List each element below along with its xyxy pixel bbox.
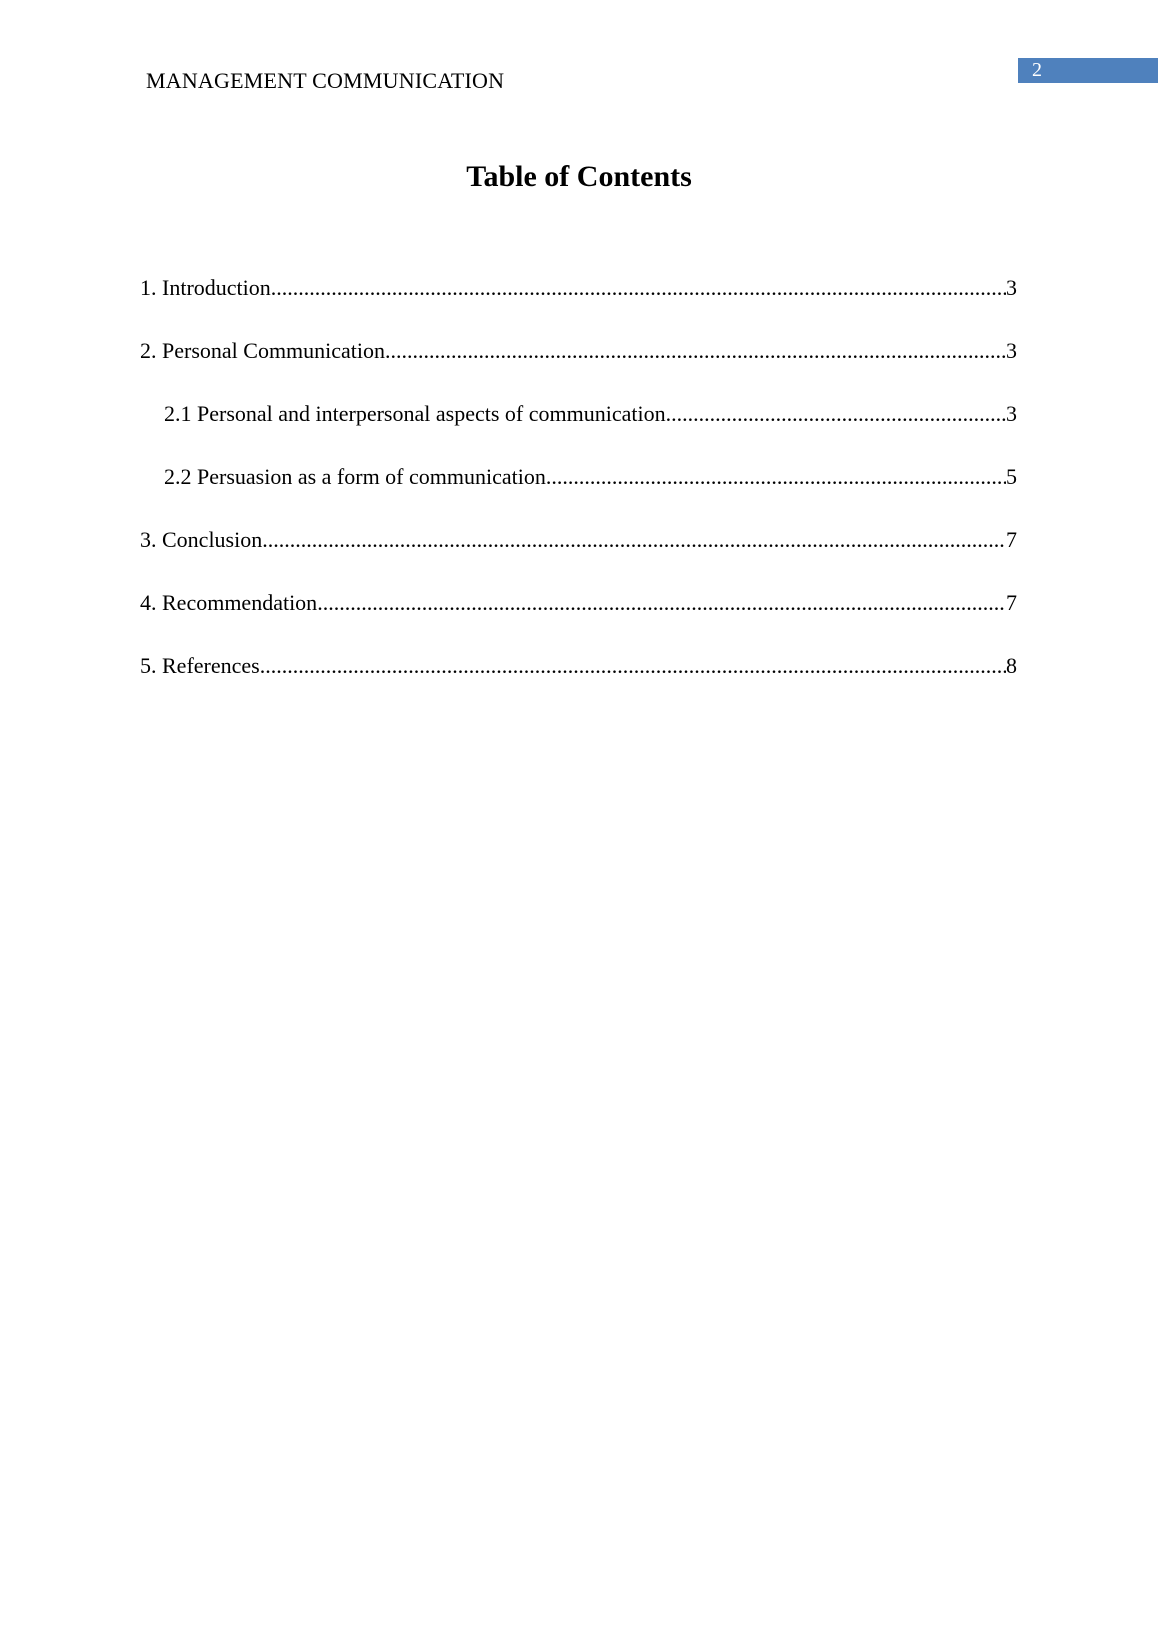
toc-entry-label: 2.1 Personal and interpersonal aspects of communication <box>164 401 666 426</box>
toc-entry-page: 3 <box>1006 275 1017 300</box>
page-number-badge: 2 <box>1018 58 1158 83</box>
toc-dot-leader <box>317 588 1006 618</box>
toc-entry-page: 3 <box>1006 401 1017 426</box>
toc-dot-leader <box>271 273 1006 303</box>
toc-entry-references[interactable] <box>140 651 1017 714</box>
toc-dot-leader <box>546 462 1006 492</box>
table-of-contents <box>140 273 1017 714</box>
toc-heading: Table of Contents <box>466 160 692 193</box>
toc-dot-leader <box>262 525 1006 555</box>
toc-entry-page: 3 <box>1006 338 1017 363</box>
toc-entry-interpersonal-aspects[interactable] <box>140 399 1017 462</box>
toc-entry-page: 7 <box>1006 527 1017 552</box>
toc-entry-label: 2.2 Persuasion as a form of communication <box>164 464 546 489</box>
toc-entry-label: 4. Recommendation <box>140 590 318 615</box>
toc-entry-page: 7 <box>1006 590 1017 615</box>
toc-entry-conclusion[interactable] <box>140 525 1017 588</box>
toc-entry-recommendation[interactable] <box>140 588 1017 651</box>
toc-dot-leader <box>260 651 1006 681</box>
toc-dot-leader <box>666 399 1006 429</box>
toc-dot-leader <box>385 336 1006 366</box>
toc-entry-introduction[interactable] <box>140 273 1017 336</box>
running-header-title: MANAGEMENT COMMUNICATION <box>146 68 505 93</box>
toc-entry-page: 8 <box>1006 653 1017 678</box>
toc-entry-personal-communication[interactable] <box>140 336 1017 399</box>
toc-entry-label: 1. Introduction <box>140 275 271 300</box>
toc-entry-label: 5. References <box>140 653 260 678</box>
toc-entry-persuasion[interactable] <box>140 462 1017 525</box>
toc-entry-label: 3. Conclusion <box>140 527 263 552</box>
toc-entry-page: 5 <box>1006 464 1017 489</box>
toc-entry-label: 2. Personal Communication <box>140 338 386 363</box>
